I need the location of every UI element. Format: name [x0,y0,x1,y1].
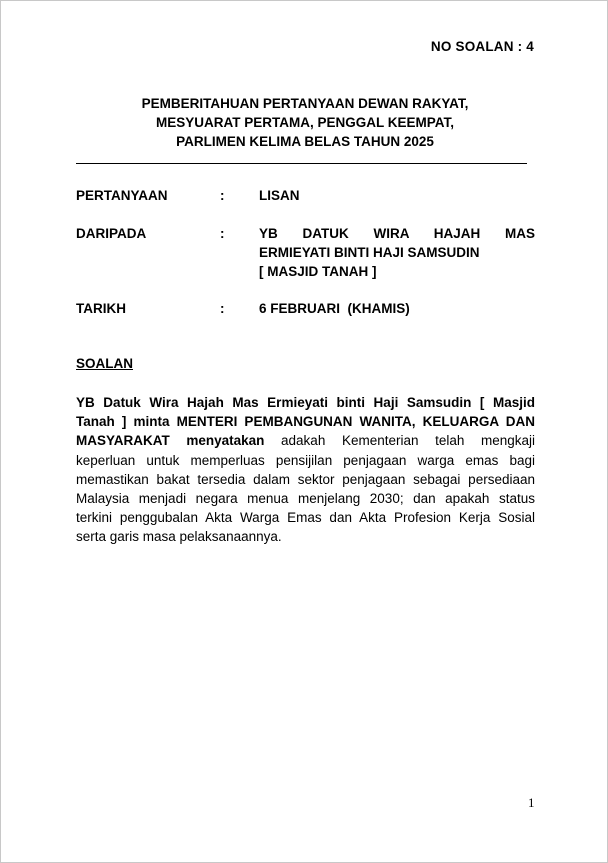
question-line [76,431,535,450]
question-text-run: memastikan bakat tersedia dalam sektor penjagaan sebagai persediaan [76,471,535,487]
question-text-run: keperluan untuk memperluas pensijilan penjagaan warga emas bagi [76,452,535,468]
pertanyaan-colon: : [220,188,225,203]
pertanyaan-label: PERTANYAAN [76,188,168,203]
document-heading [76,94,534,151]
question-line [76,393,535,412]
question-line [76,412,535,431]
daripada-label: DARIPADA [76,226,147,241]
question-line [76,489,535,508]
question-line [76,451,535,470]
question-text-run: Tanah ] minta MENTERI PEMBANGUNAN WANITA, KELUARGA DAN [76,414,535,430]
tarikh-label: TARIKH [76,301,126,316]
daripada-colon: : [220,226,225,241]
question-paragraph [76,393,535,547]
tarikh-value: 6 FEBRUARI (KHAMIS) [259,301,410,316]
question-text-run: YB Datuk Wira Hajah Mas Ermieyati binti Haji Samsudin [ Masjid [76,395,535,410]
question-line [76,470,535,489]
question-text-run: terkini penggubalan Akta Warga Emas dan Akta Profesion Kerja Sosial [76,510,535,526]
daripada-value [259,224,535,281]
pertanyaan-value: LISAN [259,188,300,203]
question-text-run: MASYARAKAT menyatakan [76,433,265,449]
question-line [76,527,535,546]
heading-divider [76,163,527,164]
question-line [76,508,535,527]
daripada-value-line-1: YB DATUK WIRA HAJAH MAS [259,226,535,241]
heading-line-2: MESYUARAT PERTAMA, PENGGAL KEEMPAT, [155,115,454,130]
question-text-run: adakah Kementerian telah mengkaji [264,433,536,449]
question-number: NO SOALAN : 4 [430,39,534,54]
question-text-run: Malaysia menjadi negara menua menjelang 2030; dan apakah status [76,491,535,507]
soalan-section-title: SOALAN [76,356,133,371]
question-text-run: serta garis masa pelaksanaannya. [76,529,282,545]
heading-line-3: PARLIMEN KELIMA BELAS TAHUN 2025 [176,134,434,149]
tarikh-colon: : [220,301,225,316]
page-number: 1 [528,795,535,810]
daripada-value-line-3: [ MASJID TANAH ] [259,264,377,279]
daripada-value-line-2: ERMIEYATI BINTI HAJI SAMSUDIN [259,245,480,260]
heading-line-1: PEMBERITAHUAN PERTANYAAN DEWAN RAKYAT, [141,96,469,111]
